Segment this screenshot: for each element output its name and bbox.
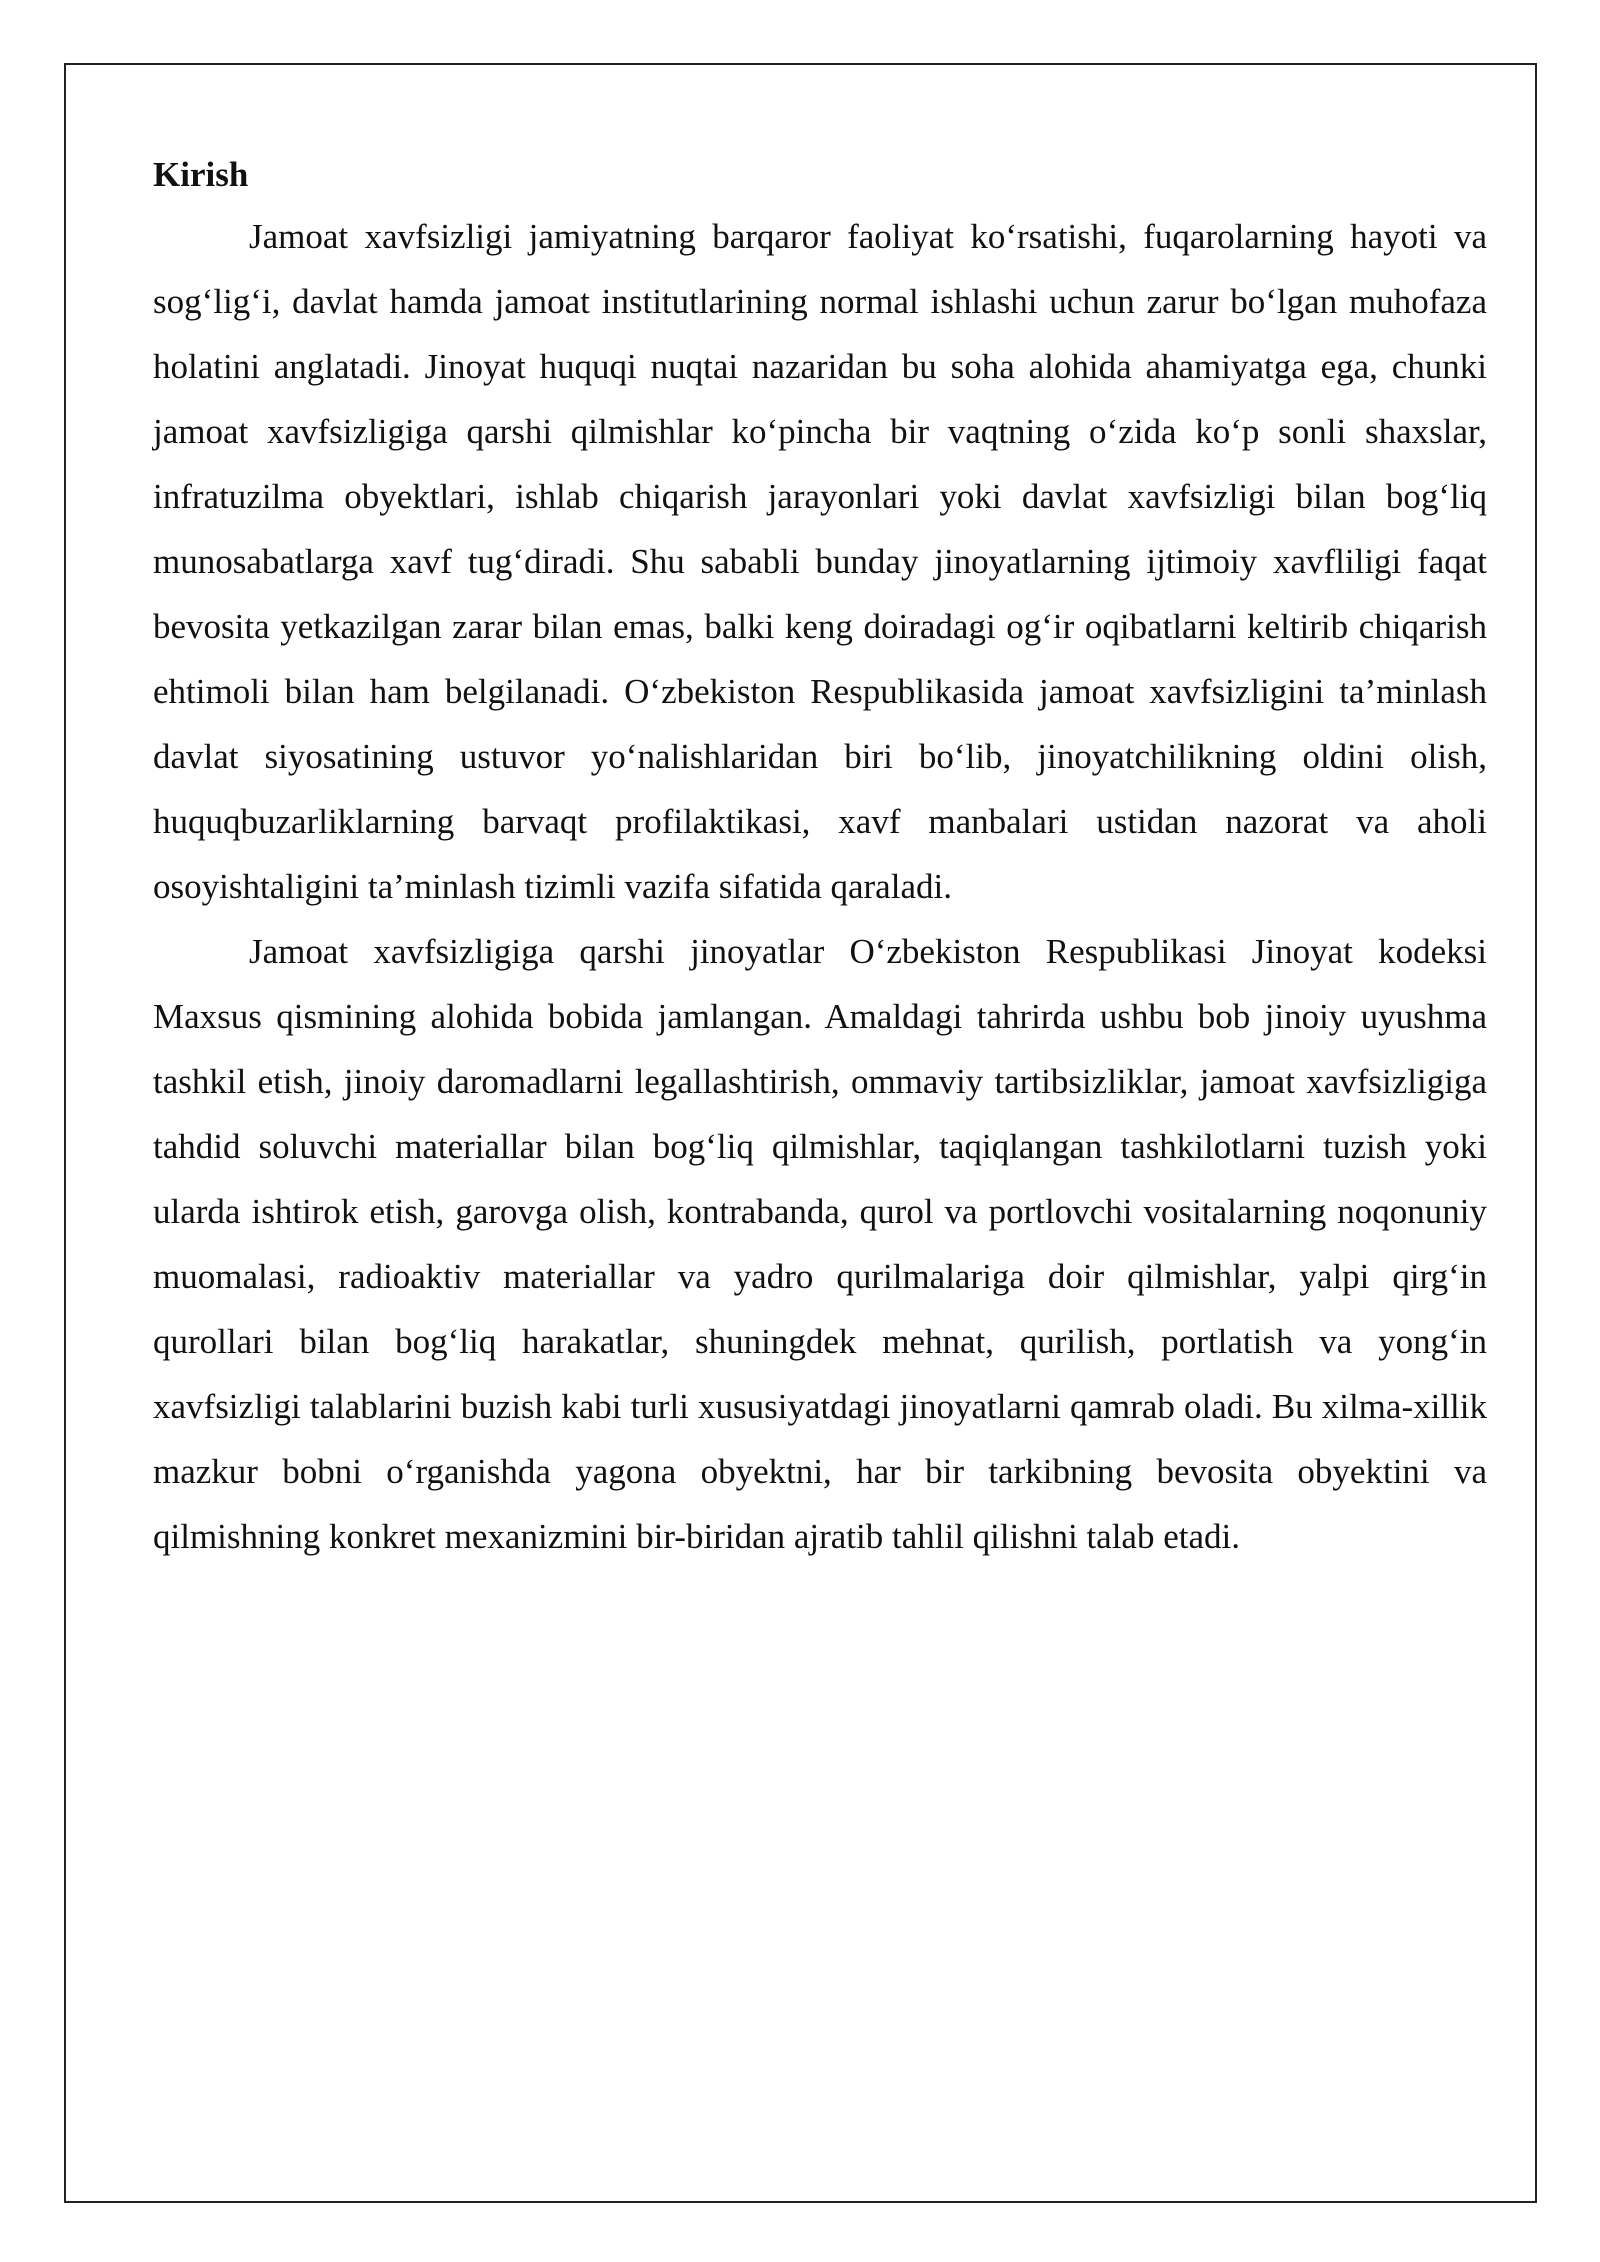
paragraph-2: Jamoat xavfsizligiga qarshi jinoyatlar O‘zbekiston Respublikasi Jinoyat kodeksi Maxsus qismining alohida bobida jamlangan. Amaldagi tahrirda ushbu bob jinoiy uyushma tashkil etish, jinoiy daromadlarni legallashtirish, ommaviy tartibsizliklar, jamoat xavfsizligiga tahdid soluvchi materiallar bilan bog‘liq qilmishlar, taqiqlangan tashkilotlarni tuzish yoki ularda ishtirok etish, garovga olish, kontrabanda, qurol va portlovchi vositalarning noqonuniy muomalasi, radioaktiv materiallar va yadro qurilmalariga doir qilmishlar, yalpi qirg‘in qurollari bilan bog‘liq harakatlar, shuningdek mehnat, qurilish, portlatish va yong‘in xavfsizligi talablarini buzish kabi turli xususiyatdagi jinoyatlarni qamrab oladi. Bu xilma-xillik mazkur bobni o‘rganishda yagona obyektni, har bir tarkibning bevosita obyektini va qilmishning konkret mexanizmini bir-biridan ajratib tahlil qilishni talab etadi. bbox=[153, 932, 1487, 1556]
paragraph-1: Jamoat xavfsizligi jamiyatning barqaror faoliyat ko‘rsatishi, fuqarolarning hayoti va sog‘lig‘i, davlat hamda jamoat institutlarining normal ishlashi uchun zarur bo‘lgan muhofaza holatini anglatadi. Jinoyat huquqi nuqtai nazaridan bu soha alohida ahamiyatga ega, chunki jamoat xavfsizligiga qarshi qilmishlar ko‘pincha bir vaqtning o‘zida ko‘p sonli shaxslar, infratuzilma obyektlari, ishlab chiqarish jarayonlari yoki davlat xavfsizligi bilan bog‘liq munosabatlarga xavf tug‘diradi. Shu sababli bunday jinoyatlarning ijtimoiy xavfliligi faqat bevosita yetkazilgan zarar bilan emas, balki keng doiradagi og‘ir oqibatlarni keltirib chiqarish ehtimoli bilan ham belgilanadi. O‘zbekiston Respublikasida jamoat xavfsizligini ta’minlash davlat siyosatining ustuvor yo‘nalishlaridan biri bo‘lib, jinoyatchilikning oldini olish, huquqbuzarliklarning barvaqt profilaktikasi, xavf manbalari ustidan nazorat va aholi osoyishtaligini ta’minlash tizimli vazifa sifatida qaraladi. bbox=[153, 217, 1487, 906]
section-heading: Kirish bbox=[153, 155, 249, 194]
document-body bbox=[153, 146, 1487, 1569]
